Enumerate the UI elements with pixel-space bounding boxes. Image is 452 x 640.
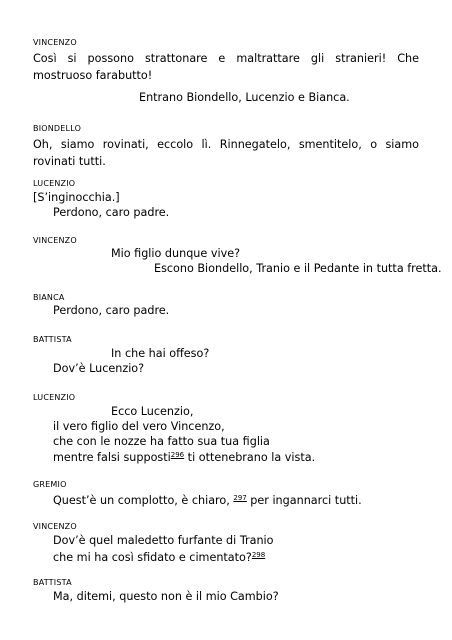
verse-line: Mio figlio dunque vive?	[111, 247, 241, 260]
speaker-label: BATTISTA	[33, 578, 72, 587]
verse-text: Quest’è un complotto, è chiaro,	[53, 494, 230, 507]
verse-line: Dov’è Lucenzio?	[53, 362, 145, 375]
speaker-label: VINCENZO	[33, 522, 77, 531]
verse-line: Perdono, caro padre.	[53, 304, 170, 317]
verse-line	[53, 448, 315, 465]
verse-line: Perdono, caro padre.	[53, 206, 170, 219]
verse-text: ti ottenebrano la vista.	[184, 451, 316, 464]
speaker-label: VINCENZO	[33, 38, 77, 47]
speaker-label: BATTISTA	[33, 335, 72, 344]
verse-line: In che hai offeso?	[111, 347, 210, 360]
dialogue-text: Così si possono strattonare e maltrattare gli stranieri! Che mostruoso farabutto!	[33, 52, 419, 82]
footnote-ref-link[interactable]: 298	[251, 551, 266, 559]
speaker-label: BIANCA	[33, 293, 65, 302]
verse-text: per ingannarci tutti.	[246, 494, 362, 507]
verse-line: Ma, ditemi, questo non è il mio Cambio?	[53, 590, 279, 603]
stage-direction: Escono Biondello, Tranio e il Pedante in tutta fretta.	[154, 262, 442, 275]
footnote-ref-link[interactable]: 297	[233, 494, 247, 502]
speaker-label: LUCENZIO	[33, 393, 76, 402]
dialogue-text: Oh, siamo rovinati, eccolo lì. Rinnegatelo, smentitelo, o siamo rovinati tutti.	[33, 138, 419, 168]
verse-text: che mi ha così sfidato e cimentato?	[53, 551, 252, 564]
speaker-label: BIONDELLO	[33, 124, 82, 133]
speaker-label: VINCENZO	[33, 236, 77, 245]
stage-direction: Entrano Biondello, Lucenzio e Bianca.	[139, 91, 350, 104]
verse-line: che con le nozze ha fatto sua tua figlia	[53, 435, 270, 448]
verse-text: mentre falsi supposti	[53, 451, 171, 464]
verse-line	[53, 548, 265, 565]
verse-line	[53, 491, 362, 508]
verse-line: il vero figlio del vero Vincenzo,	[53, 420, 225, 433]
speaker-label: GREMIO	[33, 480, 67, 489]
footnote-ref-link[interactable]: 296	[170, 451, 185, 459]
verse-line: Dov’è quel maledetto furfante di Tranio	[53, 534, 274, 547]
verse-line: Ecco Lucenzio,	[111, 405, 194, 418]
speaker-label: LUCENZIO	[33, 179, 76, 188]
stage-direction: [S’inginocchia.]	[33, 191, 120, 204]
